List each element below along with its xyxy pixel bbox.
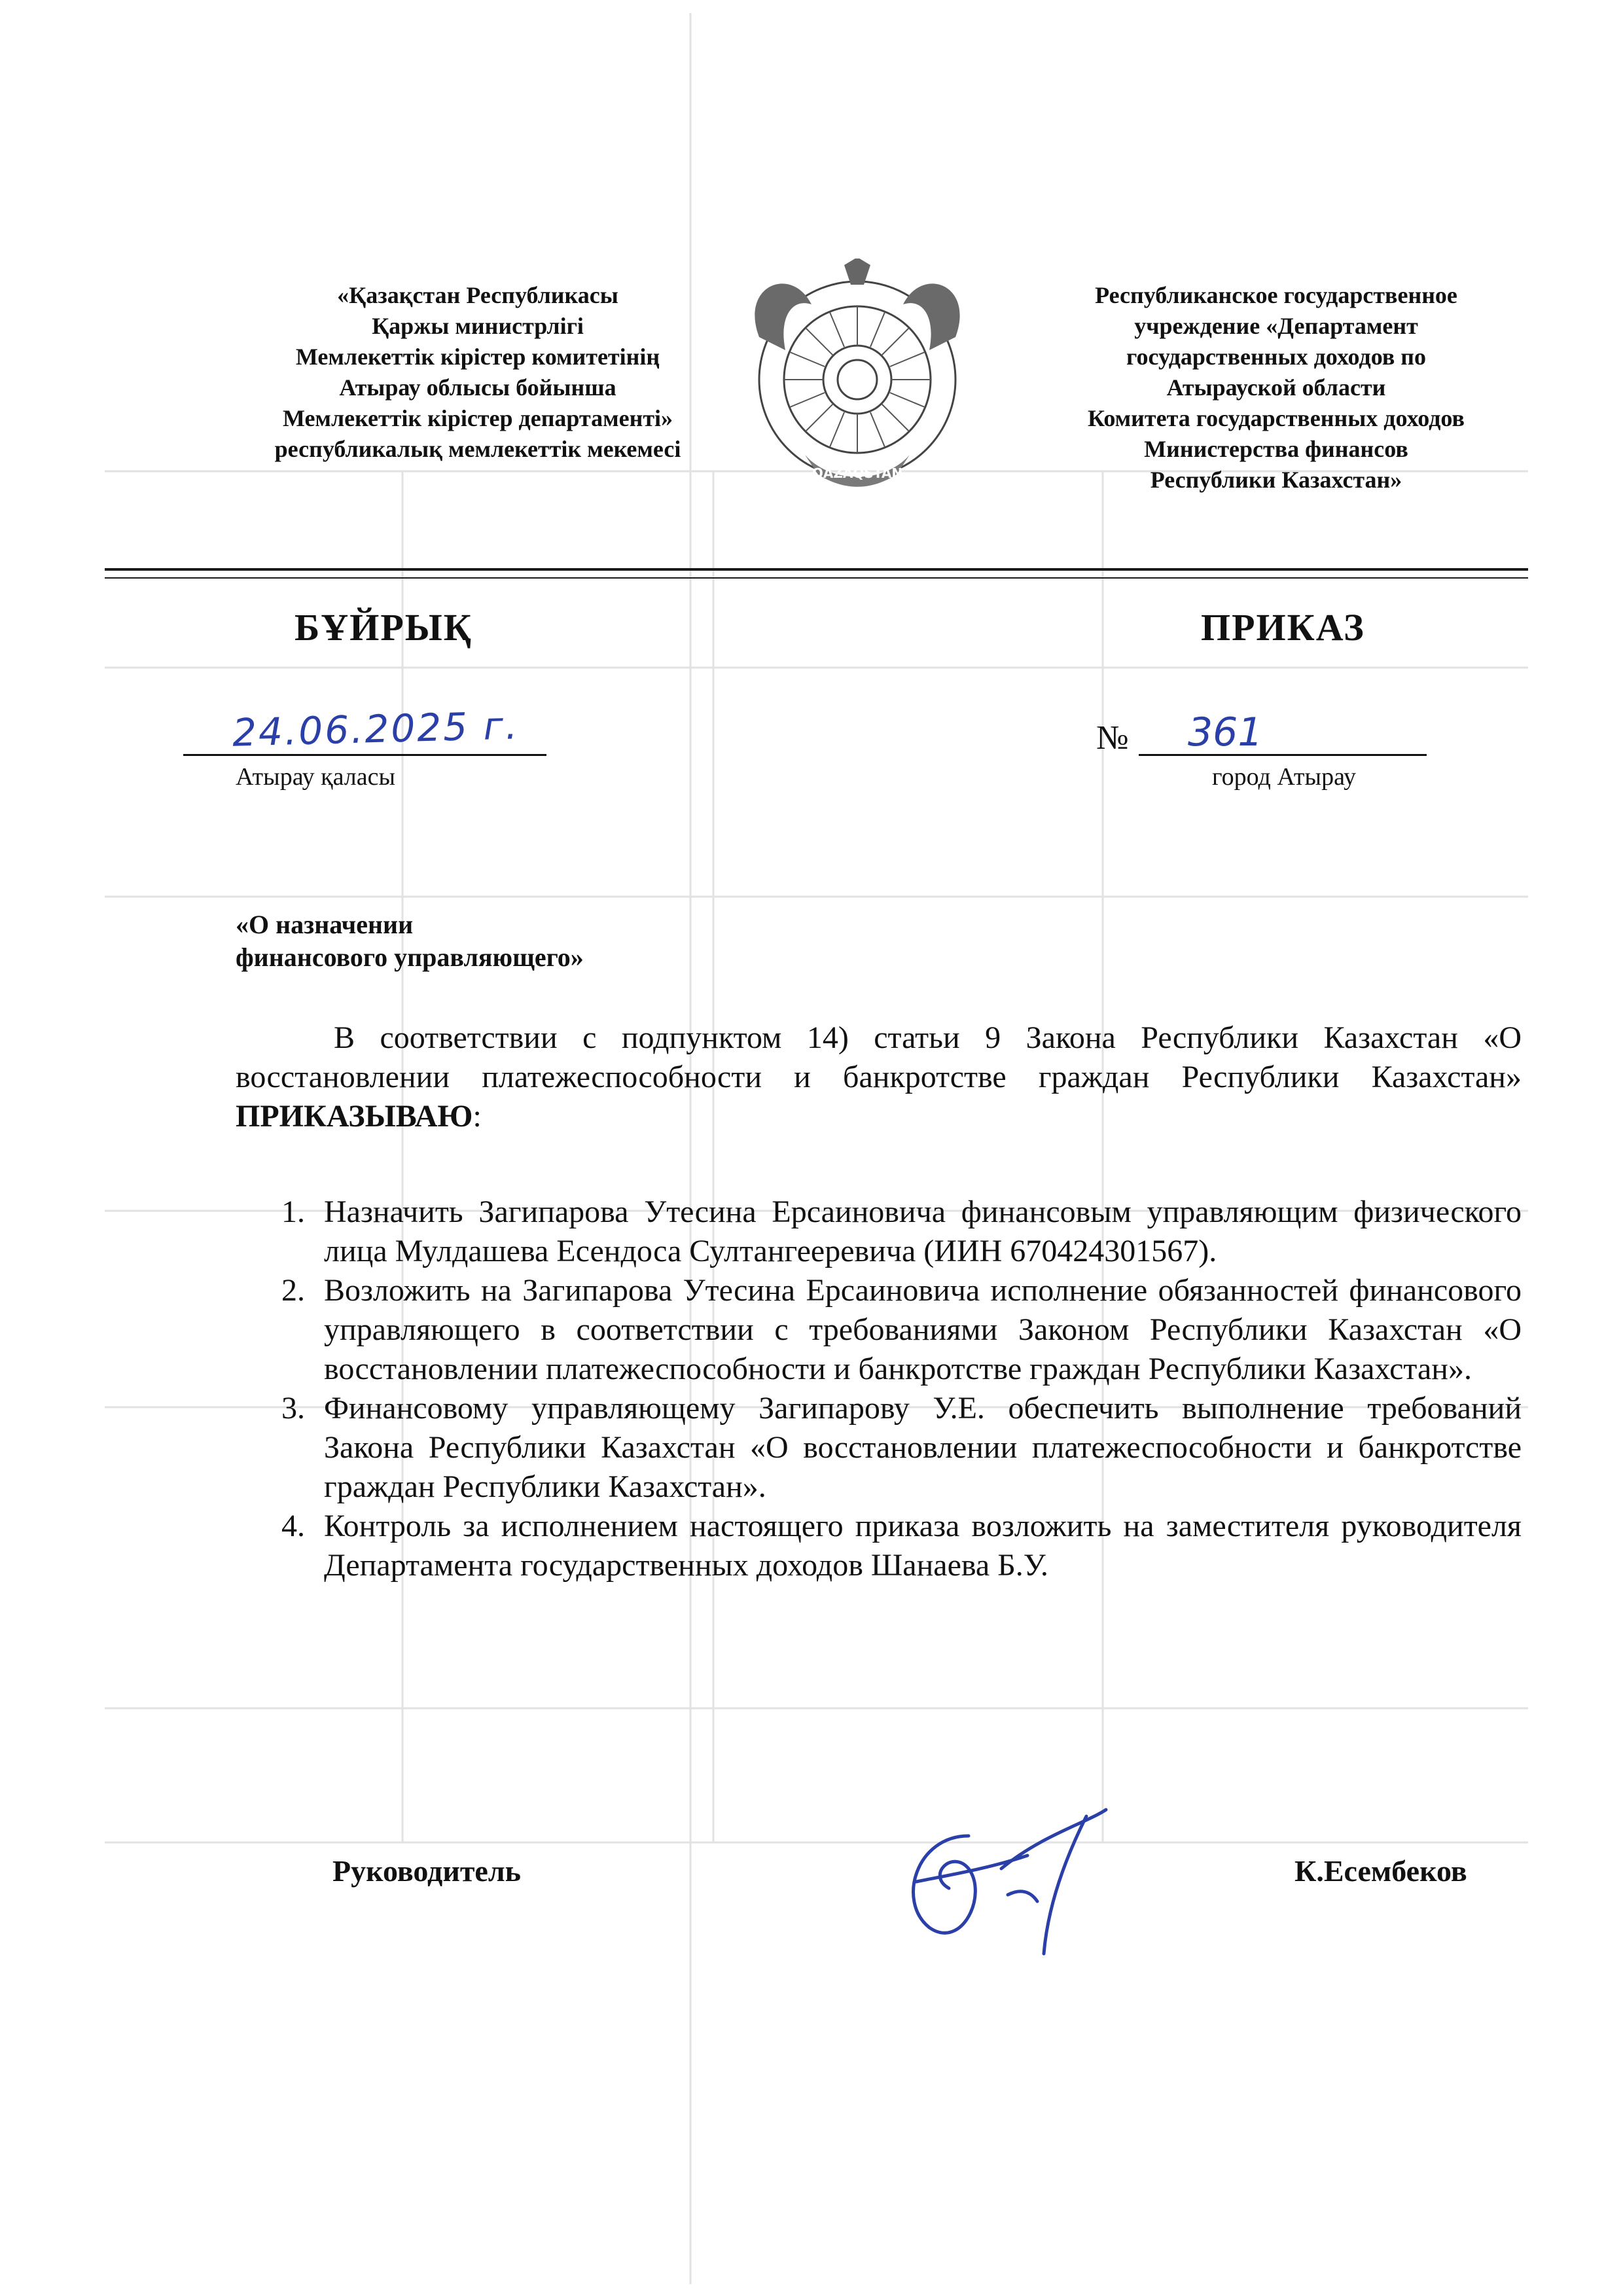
issuer-ru-line: Атырауской области — [1166, 374, 1386, 401]
order-item-number: 2. — [281, 1273, 305, 1308]
issuer-ru-line: государственных доходов по — [1126, 344, 1426, 370]
handwritten-signature-icon — [890, 1797, 1171, 1967]
issuer-ru-line: Комитета государственных доходов — [1088, 405, 1465, 431]
number-underline — [1139, 754, 1427, 756]
order-item-text: Возложить на Загипарова Утесина Ерсаиновича исполнение обязанностей финансового управляющего в соответствии с требованиями Законом Республики Казахстан «О восстановлении платежеспособности и банкротстве граждан Республики Казахстан». — [324, 1273, 1522, 1386]
order-item-text: Финансовому управляющему Загипарову У.Е. обеспечить выполнение требований Закона Республики Казахстан «О восстановлении платежеспособности и банкротстве граждан Республики Казахстан». — [324, 1391, 1522, 1504]
issuer-name-kazakh — [236, 280, 720, 465]
preamble-tail: : — [473, 1099, 482, 1134]
order-item-text: Контроль за исполнением настоящего приказа возложить на заместителя руководителя Департамента государственных доходов Шанаева Б.У. — [324, 1509, 1522, 1583]
order-item-number: 4. — [281, 1509, 305, 1543]
order-item — [236, 1507, 1522, 1585]
number-sign: № — [1096, 719, 1129, 757]
emblem-label: QAZAQSTAN — [812, 465, 903, 481]
order-item — [236, 1193, 1522, 1271]
issuer-kz-line: Қаржы министрлігі — [372, 313, 584, 339]
order-items-list — [236, 1193, 1522, 1585]
subject-line: «О назначении — [236, 910, 414, 939]
order-item-text: Назначить Загипарова Утесина Ерсаиновича финансовым управляющим физического лица Мулдашева Есендоса Султангееревича (ИИН 670424301567). — [324, 1194, 1522, 1268]
date-underline — [183, 754, 546, 756]
issuer-ru-line: Республики Казахстан» — [1150, 467, 1402, 493]
order-item — [236, 1389, 1522, 1507]
issuer-kz-line: Мемлекеттік кірістер комитетінің — [295, 344, 660, 370]
state-emblem-icon — [733, 259, 982, 501]
preamble-paragraph — [236, 1018, 1522, 1136]
issuer-kz-line: «Қазақстан Республикасы — [337, 282, 618, 308]
preamble-text: В соответствии с подпунктом 14) статьи 9 Закона Республики Казахстан «О восстановлении платежеспособности и банкротстве граждан Республики Казахстан» — [236, 1020, 1522, 1094]
order-item-number: 3. — [281, 1391, 305, 1426]
doc-type-kazakh: БҰЙРЫҚ — [294, 606, 473, 649]
issuer-kz-line: Мемлекеттік кірістер департаменті» — [282, 405, 673, 431]
order-subject — [236, 908, 584, 974]
handwritten-number: 361 — [1188, 709, 1263, 755]
handwritten-date: 24.06.2025 г. — [232, 703, 520, 755]
city-kazakh: Атырау қаласы — [236, 763, 396, 791]
header-divider — [105, 568, 1528, 571]
subject-line: финансового управляющего» — [236, 942, 584, 972]
order-item — [236, 1271, 1522, 1389]
issuer-ru-line: Министерства финансов — [1144, 436, 1408, 462]
issuer-ru-line: учреждение «Департамент — [1134, 313, 1418, 339]
signer-name: К.Есембеков — [1294, 1854, 1467, 1888]
issuer-kz-line: Атырау облысы бойынша — [339, 374, 616, 401]
header-divider-thin — [105, 577, 1528, 579]
issuer-ru-line: Республиканское государственное — [1095, 282, 1457, 308]
issuer-name-russian — [1034, 280, 1518, 495]
signer-title: Руководитель — [332, 1854, 521, 1888]
issuer-kz-line: республикалық мемлекеттік мекемесі — [274, 436, 681, 462]
city-russian: город Атырау — [1212, 763, 1357, 791]
doc-type-russian: ПРИКАЗ — [1201, 606, 1365, 649]
order-item-number: 1. — [281, 1194, 305, 1229]
preamble-emphasis: ПРИКАЗЫВАЮ — [236, 1099, 473, 1134]
